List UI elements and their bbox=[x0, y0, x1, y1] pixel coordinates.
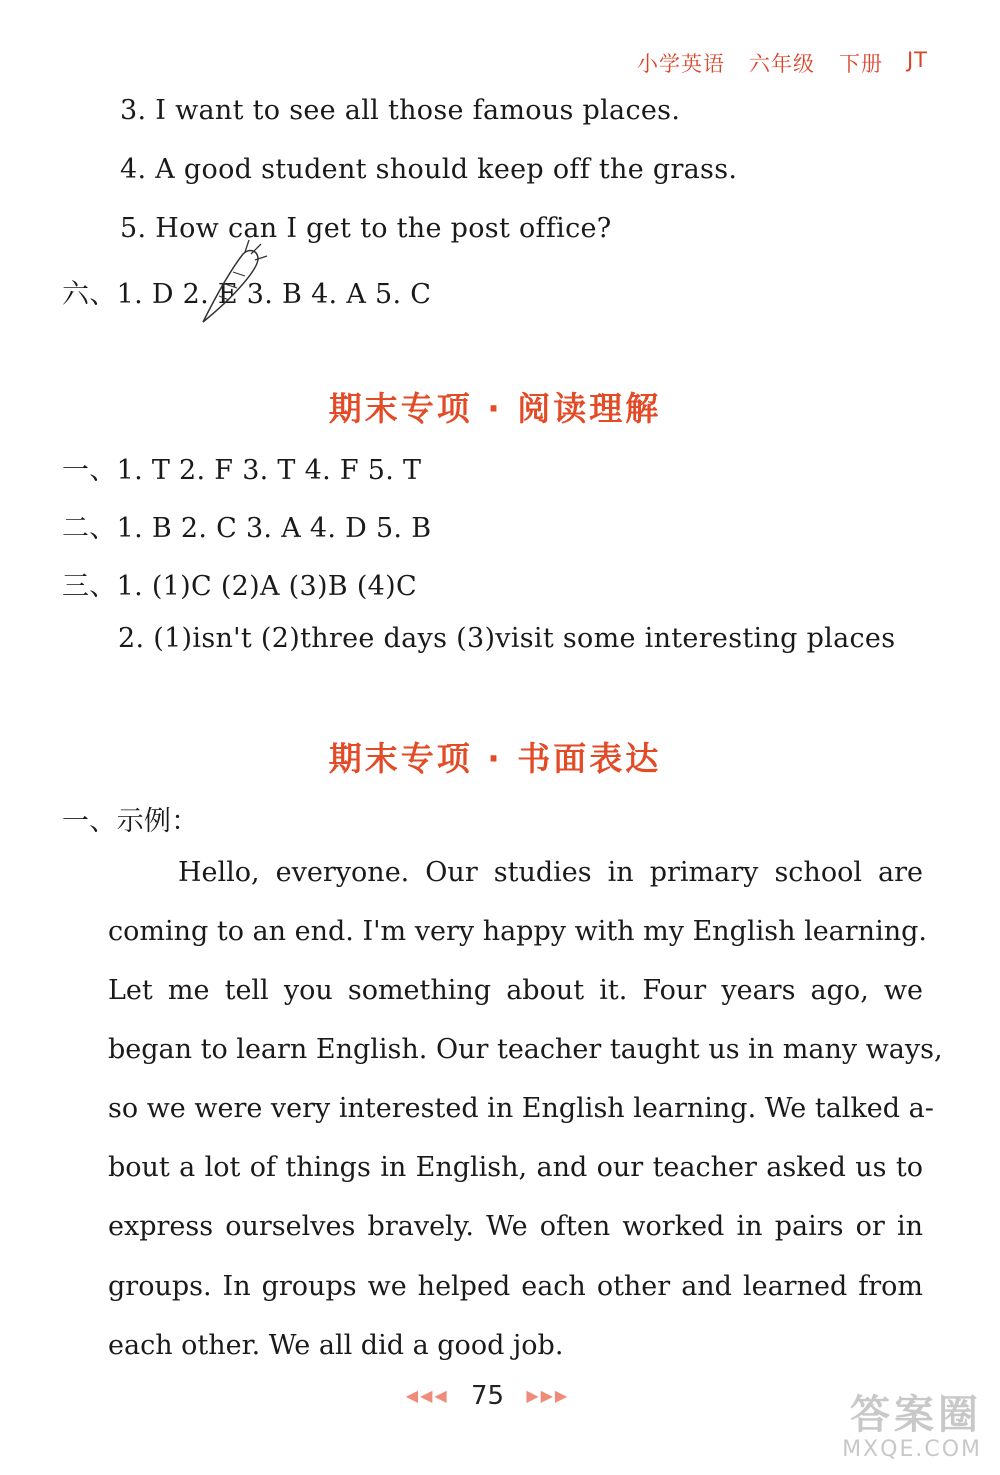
paragraph-line: express ourselves bravely. We often worked in pairs or in bbox=[108, 1211, 923, 1242]
carrot-doodle-icon bbox=[195, 238, 270, 328]
section-title-writing: 期末专项 · 书面表达 bbox=[328, 739, 662, 778]
right-arrows-icon: ▶▶▶ bbox=[526, 1386, 570, 1405]
answer-line-section-6: 六、1. D 2. E 3. B 4. A 5. C bbox=[62, 279, 432, 310]
paragraph-line: bout a lot of things in English, and our teacher asked us to bbox=[108, 1152, 923, 1183]
header-subject: 小学英语 bbox=[636, 52, 725, 76]
answer-line: 5. How can I get to the post office? bbox=[120, 213, 612, 244]
answer-line-section-2: 二、1. B 2. C 3. A 4. D 5. B bbox=[62, 513, 432, 544]
watermark-title: 答案圈 bbox=[850, 1392, 982, 1438]
header-volume: 下册 bbox=[838, 52, 883, 76]
section-title-reading: 期末专项 · 阅读理解 bbox=[328, 389, 662, 428]
example-label: 一、示例： bbox=[62, 806, 199, 837]
answer-line: 4. A good student should keep off the grass. bbox=[120, 154, 738, 185]
paragraph-line: Hello, everyone. Our studies in primary school are bbox=[178, 857, 923, 888]
paragraph-line: Let me tell you something about it. Four years ago, we bbox=[108, 975, 923, 1006]
left-arrows-icon: ◀◀◀ bbox=[405, 1386, 449, 1405]
header-edition: JT bbox=[906, 48, 928, 72]
header-grade: 六年级 bbox=[748, 52, 815, 76]
answer-line-section-3: 三、1. (1)C (2)A (3)B (4)C bbox=[62, 571, 417, 602]
page-header bbox=[637, 48, 928, 78]
watermark-logo bbox=[752, 1393, 982, 1463]
paragraph-line: coming to an end. I'm very happy with my English learning. bbox=[108, 916, 927, 947]
answer-line: 2. (1)isn't (2)three days (3)visit some interesting places bbox=[118, 623, 896, 654]
paragraph-line: each other. We all did a good job. bbox=[108, 1330, 564, 1361]
page-number: 75 bbox=[470, 1380, 505, 1411]
paragraph-line: so we were very interested in English learning. We talked a- bbox=[108, 1093, 934, 1124]
answer-line-section-1: 一、1. T 2. F 3. T 4. F 5. T bbox=[62, 455, 422, 486]
paragraph-line: began to learn English. Our teacher taught us in many ways, bbox=[108, 1034, 943, 1065]
answer-line: 3. I want to see all those famous places. bbox=[120, 95, 681, 126]
watermark-site: MXQE.COM bbox=[842, 1437, 982, 1462]
paragraph-line: groups. In groups we helped each other and learned from bbox=[108, 1271, 923, 1302]
